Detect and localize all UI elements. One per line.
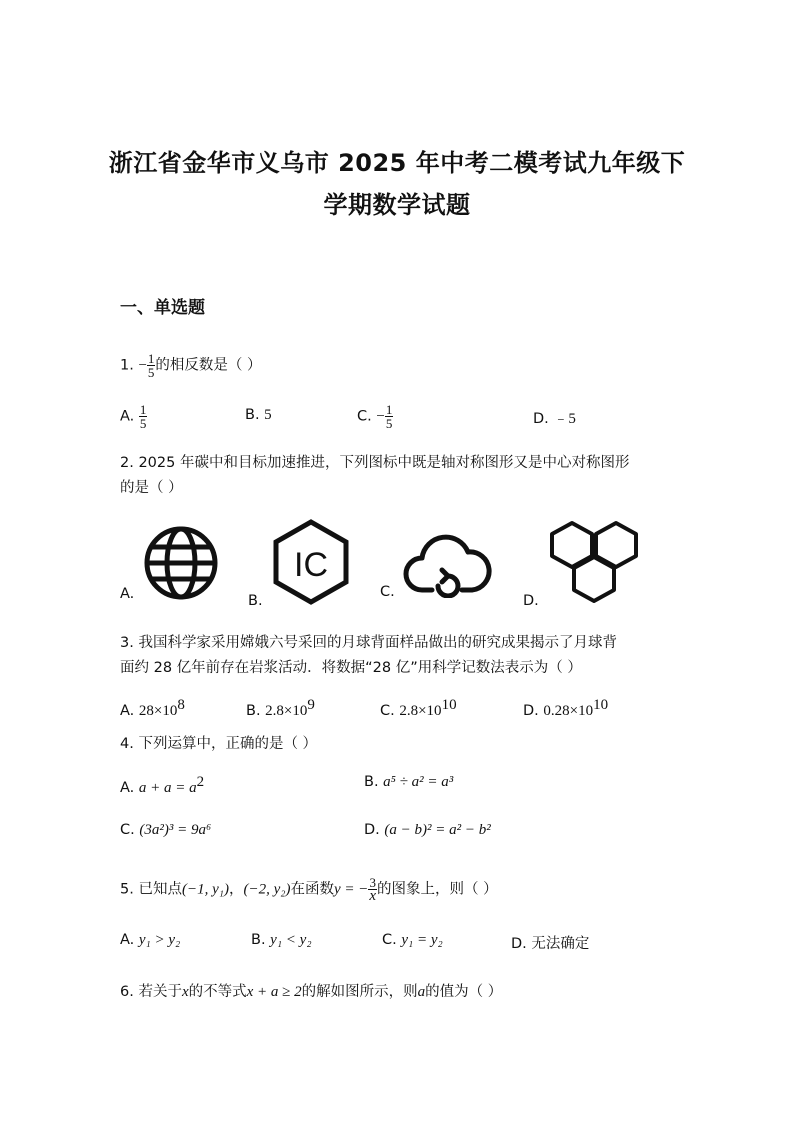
q4-option-d-letter: D. [364,822,380,838]
q3-option-d-letter: D. [523,702,539,719]
q1-option-a-letter: A. [120,408,135,425]
q4-b-expr: a⁵ ÷ a² = a³ [383,774,454,790]
q6-var-a: a [417,984,426,1000]
q2-line1: 2. 2025 年碳中和目标加速推进，下列图标中既是轴对称图形又是中心对称图形 [120,455,630,471]
q1-option-a[interactable] [120,403,147,430]
q4-option-c[interactable] [120,822,211,839]
q5-a-expr: y₁ > y₂ [138,932,181,948]
section-heading: 一、单选题 [120,298,205,318]
q4-option-a[interactable] [120,774,204,797]
q5-option-a-letter: A. [120,932,135,948]
q2-option-d-letter[interactable]: D. [523,593,539,609]
q3-line2: 面约 28 亿年前存在岩浆活动．将数据“28 亿”用科学记数法表示为（ ） [120,660,582,676]
q1-frac-den: 5 [147,365,155,380]
q1-option-c-letter: C. [357,408,372,425]
q1-option-b[interactable] [245,407,272,424]
q4-a-exp: 2 [196,774,205,790]
q3-b-base: 2.8×10 [265,702,308,719]
q5-suffix: 的图象上，则（ ） [377,881,498,898]
q4-option-b[interactable] [364,774,453,791]
q3-option-b[interactable] [246,697,315,720]
q1-a-num: 1 [139,402,147,417]
q5-c-expr: y₁ = y₂ [401,932,443,948]
q3-option-c[interactable] [380,697,457,720]
hexagon-ic-icon [271,518,351,606]
q5-option-b-letter: B. [251,932,266,948]
q3-b-exp: 9 [307,697,315,713]
q3-line1: 3. 我国科学家采用嫦娥六号采回的月球背面样品做出的研究成果揭示了月球背 [120,635,617,651]
q1-a-den: 5 [139,416,147,431]
q5-point2: (−2, y₂) [243,881,291,898]
question-3 [120,631,700,681]
q3-option-a[interactable] [120,697,185,720]
q6-mid1: 的不等式 [188,984,247,1000]
q1-option-c[interactable] [357,403,393,430]
q1-option-c-sign: − [376,408,385,425]
q4-a-expr: a + a = a [138,779,197,796]
q5-option-a[interactable] [120,932,180,949]
question-5 [120,876,720,903]
q5-option-d-letter: D. [511,936,527,952]
q3-option-d[interactable] [523,697,608,720]
q5-sep: ， [228,881,244,898]
q5-func-lhs: y = − [333,881,369,898]
q6-suffix: 的值为（ ） [425,984,503,1000]
q1-option-b-letter: B. [245,407,260,423]
q3-option-b-letter: B. [246,702,261,719]
exam-title-line2: 学期数学试题 [323,191,471,219]
q3-d-base: 0.28×10 [543,702,594,719]
question-1 [120,352,680,379]
q1-c-den: 5 [385,416,393,431]
q5-option-c[interactable] [382,932,443,949]
q1-option-b-value: 5 [264,407,272,423]
q6-var-x: x [181,984,189,1000]
linked-hexagons-icon [545,520,643,606]
q3-a-exp: 8 [177,697,185,713]
q1-frac-num: 1 [147,351,155,366]
q6-mid2: 的解如图所示，则 [301,984,418,1000]
q1-c-num: 1 [385,402,393,417]
q2-option-b-letter[interactable]: B. [248,593,263,609]
q6-prefix: 6. 若关于 [120,984,182,1000]
q1-option-d-letter: D. [533,411,549,427]
q4-d-expr: (a − b)² = a² − b² [384,822,491,838]
q5-b-expr: y₁ < y₂ [270,932,312,948]
question-2 [120,451,700,501]
q4-option-b-letter: B. [364,774,379,790]
q5-option-b[interactable] [251,932,312,949]
q5-func-den: x [369,888,377,904]
q1-frac-sign: − [138,357,147,374]
q1-stem: 的相反数是（ ） [155,357,262,374]
q5-d-expr: 无法确定 [531,936,590,952]
q5-func-fraction [368,876,377,903]
question-6 [120,980,720,1005]
icon-b-text: IC [294,546,328,584]
q2-line2: 的是（ ） [120,480,183,496]
q5-mid: 在函数 [290,881,334,898]
q1-option-a-fraction [139,403,148,430]
q3-option-c-letter: C. [380,702,395,719]
exam-title-line1: 浙江省金华市义乌市 2025 年中考二模考试九年级下 [108,149,686,177]
q5-func-num: 3 [369,875,376,890]
q3-option-a-letter: A. [120,702,135,719]
q1-option-c-fraction [385,403,394,430]
q1-number: 1. [120,357,134,374]
q4-option-c-letter: C. [120,822,135,838]
q2-option-a-letter[interactable]: A. [120,586,135,602]
q3-c-base: 2.8×10 [399,702,442,719]
q5-prefix: 5. 已知点 [120,881,182,898]
q4-c-expr: (3a²)³ = 9a⁶ [139,822,212,838]
cloud-refresh-icon [402,526,492,598]
q2-option-c-letter[interactable]: C. [380,584,395,600]
q4-option-a-letter: A. [120,779,135,796]
q5-option-c-letter: C. [382,932,397,948]
globe-icon [143,525,219,601]
q5-point1: (−1, y₁) [181,881,229,898]
q4-option-d[interactable] [364,822,491,839]
q1-option-d[interactable] [533,407,576,428]
q1-option-d-value: ﹣5 [553,411,576,427]
q5-option-d[interactable] [511,932,589,953]
q3-d-exp: 10 [593,697,609,713]
q3-a-base: 28×10 [138,702,178,719]
q3-c-exp: 10 [441,697,457,713]
question-4: 4. 下列运算中，正确的是（ ） [120,736,318,752]
q6-inequality: x + a ≥ 2 [246,984,302,1000]
